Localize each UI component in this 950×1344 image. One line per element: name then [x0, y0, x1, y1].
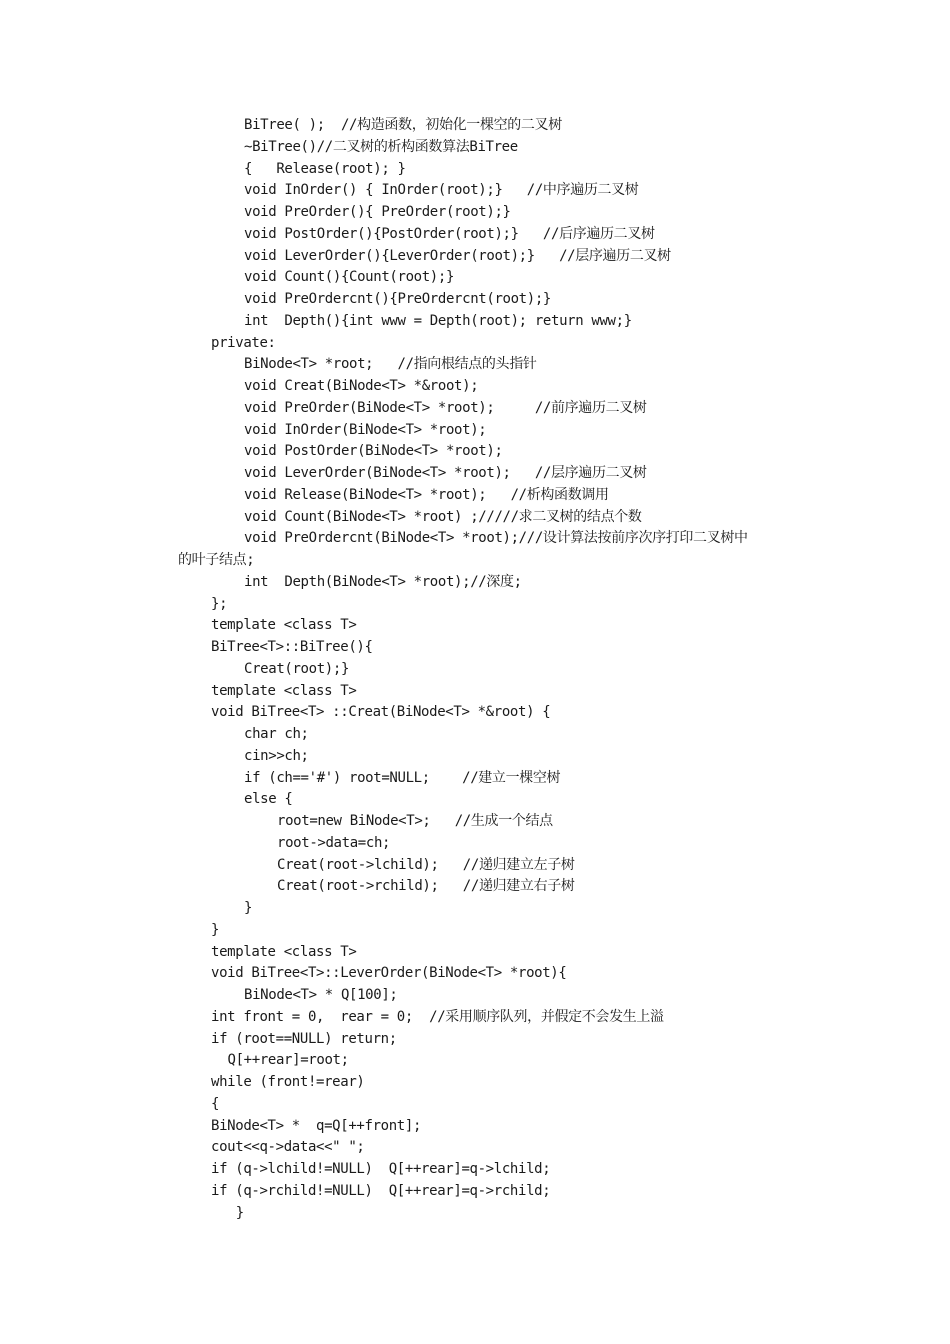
code-line: int front = 0, rear = 0; //采用顺序队列，并假定不会发生上溢 [211, 1008, 664, 1025]
code-line: void Creat(BiNode<T> *&root); [244, 378, 479, 394]
code-line: while (front!=rear) [211, 1074, 365, 1090]
code-line: void BiTree<T>::LeverOrder(BiNode<T> *root){ [211, 965, 567, 982]
code-line: void LeverOrder(){LeverOrder(root);} //层序遍历二叉树 [244, 247, 671, 264]
code-line: void PreOrdercnt(BiNode<T> *root);///设计算法按前序次序打印二叉树中 [244, 530, 748, 547]
code-line: ~BiTree()//二叉树的析构函数算法BiTree [244, 138, 518, 155]
code-line: BiNode<T> * Q[100]; [244, 987, 398, 1003]
code-line: void InOrder(BiNode<T> *root); [244, 421, 487, 438]
code-line: private: [211, 334, 276, 351]
code-line: void Release(BiNode<T> *root); //析构函数调用 [244, 486, 609, 503]
code-line: template <class T> [211, 617, 357, 634]
code-line: void PostOrder(BiNode<T> *root); [244, 443, 503, 460]
code-line: template <class T> [211, 682, 357, 699]
code-line: { Release(root); } [244, 160, 406, 177]
code-line: char ch; [244, 726, 309, 742]
code-line: BiNode<T> *root; //指向根结点的头指针 [244, 356, 537, 373]
code-line: root=new BiNode<T>; //生成一个结点 [277, 813, 553, 829]
code-line: 的叶子结点; [178, 552, 255, 568]
code-line: BiTree( ); //构造函数，初始化一棵空的二叉树 [244, 117, 562, 133]
code-line: Creat(root);} [244, 660, 350, 677]
code-line: BiNode<T> * q=Q[++front]; [211, 1117, 422, 1134]
code-line: int Depth(BiNode<T> *root);//深度; [244, 573, 522, 590]
code-line: void BiTree<T> ::Creat(BiNode<T> *&root) { [211, 704, 551, 721]
code-line: void PreOrder(){ PreOrder(root);} [244, 204, 511, 220]
code-line: if (root==NULL) return; [211, 1030, 397, 1047]
code-line: BiTree<T>::BiTree(){ [211, 639, 373, 655]
code-line: void InOrder() { InOrder(root);} //中序遍历二叉树 [244, 182, 639, 199]
code-line: Creat(root->lchild); //递归建立左子树 [277, 856, 575, 873]
code-line: }; [211, 595, 228, 612]
code-line: void PreOrdercnt(){PreOrdercnt(root);} [244, 291, 551, 307]
code-line: cin>>ch; [244, 747, 309, 764]
code-line: cout<<q->data<<" "; [211, 1139, 365, 1156]
code-line: } [244, 900, 253, 916]
code-line: template <class T> [211, 943, 357, 960]
code-line: if (ch=='#') root=NULL; //建立一棵空树 [244, 769, 561, 786]
code-line: root->data=ch; [277, 834, 391, 851]
code-listing [0, 115, 950, 1224]
code-line: { [211, 1095, 220, 1112]
code-line: void PreOrder(BiNode<T> *root); //前序遍历二叉树 [244, 399, 647, 416]
code-line: int Depth(){int www = Depth(root); return www;} [244, 312, 632, 329]
code-line: void LeverOrder(BiNode<T> *root); //层序遍历二叉树 [244, 465, 647, 481]
code-line: else { [244, 791, 293, 808]
code-line: } [211, 921, 220, 938]
code-line: Q[++rear]=root; [227, 1052, 349, 1069]
code-line: if (q->rchild!=NULL) Q[++rear]=q->rchild; [211, 1182, 551, 1199]
code-line: Creat(root->rchild); //递归建立右子树 [277, 878, 575, 895]
code-line: void PostOrder(){PostOrder(root);} //后序遍历二叉树 [244, 225, 655, 242]
code-line: } [235, 1204, 244, 1221]
code-line: if (q->lchild!=NULL) Q[++rear]=q->lchild; [211, 1161, 551, 1177]
code-line: void Count(){Count(root);} [244, 269, 455, 286]
code-line: void Count(BiNode<T> *root) ;/////求二叉树的结点个数 [244, 508, 642, 525]
